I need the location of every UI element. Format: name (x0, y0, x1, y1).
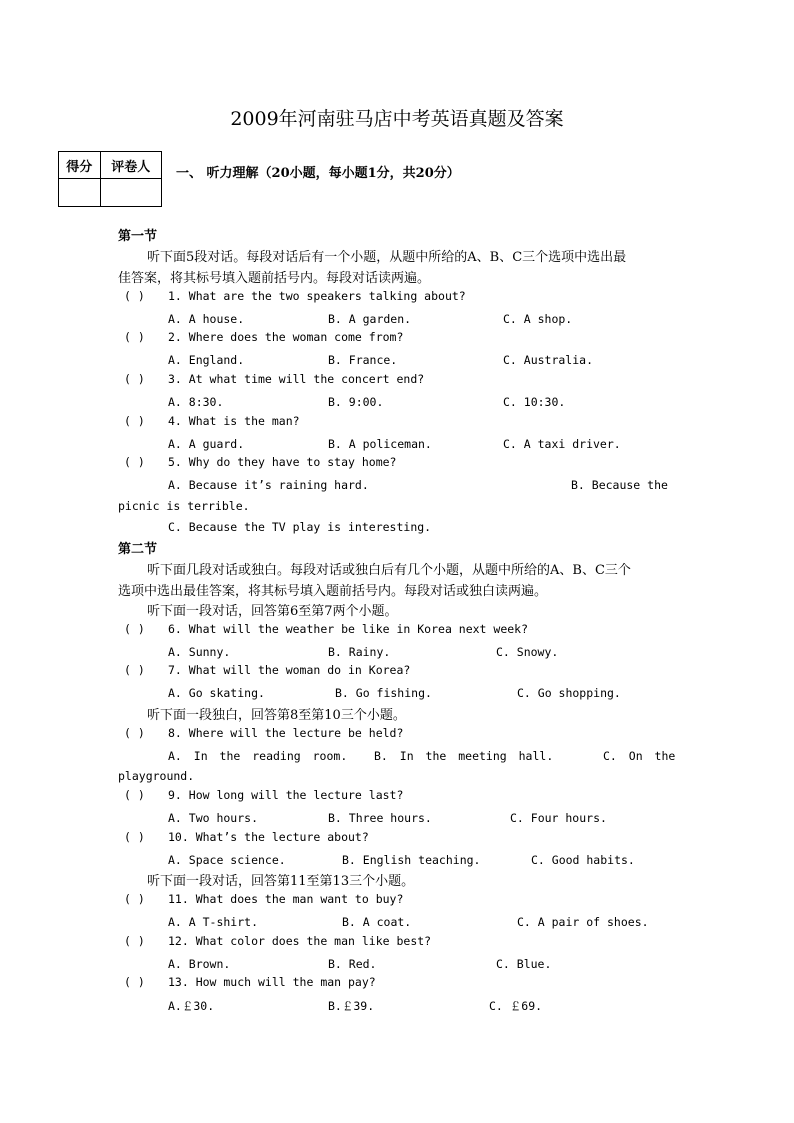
option-5c: C. Because the TV play is interesting. (168, 520, 432, 534)
section2-instruction-line1: 听下面几段对话或独白。每段对话或独白后有几个小题，从题中所给的A、B、C三个 (147, 563, 631, 578)
option-10b: B. English teaching. (342, 853, 481, 867)
intro-q8-10: 听下面一段独白，回答第8至第10三个小题。 (147, 708, 406, 723)
option-7c: C. Go shopping. (517, 686, 621, 700)
grader-cell (100, 179, 162, 207)
section2-instruction-line2: 选项中选出最佳答案，将其标号填入题前括号内。每段对话或独白读两遍。 (118, 584, 548, 599)
answer-blank[interactable]: ( ) (124, 289, 145, 303)
question-11: ( ) 11. What does the man want to buy? (124, 892, 404, 906)
question-12: ( ) 12. What color does the man like best? (124, 934, 432, 948)
question-9: ( ) 9. How long will the lecture last? (124, 788, 404, 802)
option-5b-continued: picnic is terrible. (118, 499, 250, 513)
page-title: 2009年河南驻马店中考英语真题及答案 (230, 108, 564, 130)
option-13b: B.￡39. (328, 999, 375, 1013)
answer-blank[interactable]: ( ) (124, 455, 145, 469)
option-2a: A. England. (168, 353, 245, 367)
option-4a: A. A guard. (168, 437, 245, 451)
section1-instruction-line1: 听下面5段对话。每段对话后有一个小题，从题中所给的A、B、C三个选项中选出最 (147, 250, 627, 265)
option-12a: A. Brown. (168, 957, 231, 971)
option-12b: B. Red. (328, 957, 377, 971)
intro-q11-13: 听下面一段对话，回答第11至第13三个小题。 (147, 874, 415, 889)
section1-heading: 第一节 (118, 229, 158, 244)
question-13: ( ) 13. How much will the man pay? (124, 975, 376, 989)
answer-blank[interactable]: ( ) (124, 788, 145, 802)
question-5: ( ) 5. Why do they have to stay home? (124, 455, 397, 469)
answer-blank[interactable]: ( ) (124, 414, 145, 428)
option-8c: C. On the (603, 749, 676, 763)
score-table (58, 151, 162, 207)
answer-blank[interactable]: ( ) (124, 726, 145, 740)
question-6: ( ) 6. What will the weather be like in Korea next week? (124, 622, 529, 636)
option-8b: B. In the meeting hall. (374, 749, 554, 763)
question-2: ( ) 2. Where does the woman come from? (124, 330, 404, 344)
option-5b: B. Because the (571, 478, 668, 492)
option-6b: B. Rainy. (328, 645, 391, 659)
score-label: 得分 (59, 152, 101, 179)
option-11b: B. A coat. (342, 915, 412, 929)
option-2b: B. France. (328, 353, 398, 367)
intro-q6-7: 听下面一段对话，回答第6至第7两个小题。 (147, 604, 398, 619)
option-3b: B. 9:00. (328, 395, 384, 409)
option-11c: C. A pair of shoes. (517, 915, 649, 929)
answer-blank[interactable]: ( ) (124, 975, 145, 989)
option-7b: B. Go fishing. (335, 686, 432, 700)
question-10: ( ) 10. What’s the lecture about? (124, 830, 369, 844)
grader-label: 评卷人 (100, 152, 162, 179)
option-11a: A. A T-shirt. (168, 915, 259, 929)
option-8a: A. In the reading room. (168, 749, 348, 763)
question-4: ( ) 4. What is the man? (124, 414, 300, 428)
question-7: ( ) 7. What will the woman do in Korea? (124, 663, 411, 677)
answer-blank[interactable]: ( ) (124, 934, 145, 948)
option-8c-continued: playground. (118, 769, 195, 783)
question-8: ( ) 8. Where will the lecture be held? (124, 726, 404, 740)
option-6c: C. Snowy. (496, 645, 559, 659)
option-13a: A.￡30. (168, 999, 215, 1013)
option-4b: B. A policeman. (328, 437, 432, 451)
score-cell (59, 179, 101, 207)
option-4c: C. A taxi driver. (503, 437, 621, 451)
section2-heading: 第二节 (118, 542, 158, 557)
answer-blank[interactable]: ( ) (124, 372, 145, 386)
option-7a: A. Go skating. (168, 686, 265, 700)
answer-blank[interactable]: ( ) (124, 330, 145, 344)
option-9b: B. Three hours. (328, 811, 432, 825)
question-1: ( ) 1. What are the two speakers talking about? (124, 289, 466, 303)
option-3a: A. 8:30. (168, 395, 224, 409)
option-10a: A. Space science. (168, 853, 286, 867)
option-3c: C. 10:30. (503, 395, 566, 409)
option-1c: C. A shop. (503, 312, 573, 326)
section1-instruction-line2: 佳答案，将其标号填入题前括号内。每段对话读两遍。 (118, 271, 431, 286)
option-13c: C. ￡69. (489, 999, 543, 1013)
option-1a: A. A house. (168, 312, 245, 326)
option-1b: B. A garden. (328, 312, 412, 326)
option-5a: A. Because it’s raining hard. (168, 478, 369, 492)
answer-blank[interactable]: ( ) (124, 663, 145, 677)
option-10c: C. Good habits. (531, 853, 635, 867)
answer-blank[interactable]: ( ) (124, 830, 145, 844)
option-9a: A. Two hours. (168, 811, 259, 825)
option-6a: A. Sunny. (168, 645, 231, 659)
part1-heading: 一、 听力理解（20小题，每小题1分，共20分） (176, 166, 460, 181)
question-3: ( ) 3. At what time will the concert end? (124, 372, 425, 386)
answer-blank[interactable]: ( ) (124, 892, 145, 906)
option-12c: C. Blue. (496, 957, 552, 971)
option-9c: C. Four hours. (510, 811, 607, 825)
option-2c: C. Australia. (503, 353, 594, 367)
answer-blank[interactable]: ( ) (124, 622, 145, 636)
